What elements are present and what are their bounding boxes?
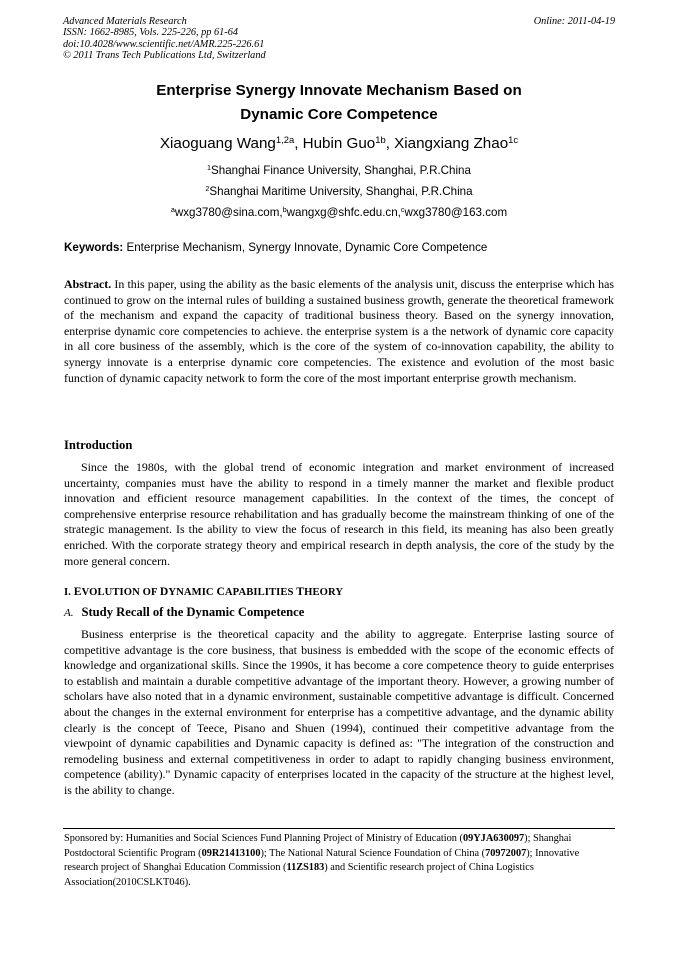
grant-number-1: 09YJA630097 bbox=[462, 833, 525, 844]
doi-line: doi:10.4028/www.scientific.net/AMR.225-226.61 bbox=[63, 38, 265, 50]
email-c-link[interactable]: wxg3780@163.com bbox=[404, 206, 508, 219]
keywords-text: Enterprise Mechanism, Synergy Innovate, Dynamic Core Competence bbox=[123, 241, 488, 254]
affiliation-1-marker: 1 bbox=[207, 163, 212, 173]
subsection-a-title: Study Recall of the Dynamic Competence bbox=[81, 605, 305, 619]
affiliation-2-text: Shanghai Maritime University, Shanghai, P.R.China bbox=[209, 185, 473, 198]
heading-word-4: HEORY bbox=[304, 587, 344, 598]
author-3: , Xiangxiang Zhao bbox=[385, 135, 509, 152]
grant-number-3: 70972007 bbox=[485, 847, 527, 859]
affiliation-2-marker: 2 bbox=[205, 184, 210, 194]
email-c-marker: c bbox=[400, 205, 405, 215]
title-line-1: Enterprise Synergy Innovate Mechanism Based on bbox=[156, 82, 522, 99]
section-1-heading bbox=[64, 585, 343, 598]
title-line-2: Dynamic Core Competence bbox=[240, 106, 438, 123]
abstract bbox=[64, 277, 614, 386]
abstract-text: In this paper, using the ability as the basic elements of the analysis unit, discuss the enterprise which has continued to grow on the internal rules of building a sustained business growth, generate the theoretical framework of the mechanism and expand the capacity of traditional business theory. Based on the synergy innovation, enterprise dynamic core competencies to achieve. the enterprise system is a the network of dynamic core capacity in all core business of the assembly, which is the core of the system of co-innovation capability, the ability to synergy innovate is a enterprise dynamic core competencies. The existence and evolution of the most basic function of dynamic capacity network to form the core of the most important enterprise growth mechanism. bbox=[64, 277, 614, 385]
footnote-part-3: Shanghai Postdoctoral Scientific Program ( bbox=[64, 833, 572, 859]
author-2: , Hubin Guo bbox=[294, 135, 376, 152]
copyright-line: © 2011 Trans Tech Publications Ltd, Switzerland bbox=[63, 49, 266, 61]
affiliation-2 bbox=[63, 185, 615, 198]
email-a-link[interactable]: wxg3780@sina.com, bbox=[174, 206, 283, 219]
subsection-a-heading bbox=[64, 605, 304, 620]
introduction-text: Since the 1980s, with the global trend of economic integration and market environment of increased uncertainty, companies must have the ability to respond in a timely manner the market and flexible product innovation and efficient resource management capabilities. In the context of the times, the concept of comprehensive enterprise resource rehabilitation and has gradually become the mainstream thinking of one of the strategic management. Is the ability to view the focus of research in this field, its meaning has also been greatly enriched. With the corporate strategy theory and empirical research in depth analysis, the core of the study by the more general concern. bbox=[64, 460, 614, 568]
author-1-affil: 1,2a bbox=[275, 133, 295, 145]
email-b-marker: b bbox=[282, 205, 287, 215]
journal-name: Advanced Materials Research bbox=[63, 16, 187, 27]
heading-cap-d: D bbox=[159, 585, 169, 598]
affiliation-1 bbox=[63, 164, 615, 177]
email-a-marker: a bbox=[170, 205, 175, 215]
keywords-label: Keywords: bbox=[64, 241, 124, 254]
footnote-part-4: ); The National Natural Science Foundation of China ( bbox=[260, 847, 486, 859]
heading-word-2: YNAMIC bbox=[168, 587, 217, 598]
footnote-part-2: ); bbox=[524, 833, 531, 844]
journal-header bbox=[63, 16, 266, 61]
affiliation-1-text: Shanghai Finance University, Shanghai, P.R.China bbox=[211, 164, 471, 177]
section-1-number: I. bbox=[64, 587, 74, 598]
subsection-a-label: A. bbox=[64, 607, 74, 619]
author-3-affil: 1c bbox=[508, 133, 519, 145]
online-date: Online: 2011-04-19 bbox=[533, 16, 615, 27]
heading-cap-t: T bbox=[296, 585, 305, 598]
author-2-affil: 1b bbox=[375, 133, 386, 145]
footnote-part-6: ) and Scientific research project of China Logistics Association(2010CSLKT046). bbox=[64, 862, 534, 888]
grant-number-2: 09R21413100 bbox=[201, 847, 261, 859]
heading-word-3: APABILITIES bbox=[224, 587, 297, 598]
footnote-part-1: Sponsored by: Humanities and Social Sciences Fund Planning Project of Ministry of Education ( bbox=[64, 833, 463, 844]
email-b-link[interactable]: wangxg@shfc.edu.cn, bbox=[286, 206, 401, 219]
author-emails bbox=[63, 206, 615, 219]
heading-word-1: VOLUTION OF bbox=[81, 587, 160, 598]
abstract-label: Abstract. bbox=[64, 277, 112, 291]
funding-footnote bbox=[64, 832, 610, 890]
heading-cap-c: C bbox=[216, 585, 225, 598]
footnote-part-5: ); Innovative research project of Shanghai Education Commission ( bbox=[64, 847, 580, 873]
introduction-heading: Introduction bbox=[64, 438, 133, 452]
grant-number-4: 11ZS183 bbox=[286, 862, 325, 873]
heading-cap-e: E bbox=[73, 585, 82, 598]
footnote-divider bbox=[63, 828, 615, 829]
author-1: Xiaoguang Wang bbox=[159, 135, 276, 152]
paper-title bbox=[63, 79, 615, 127]
author-list bbox=[63, 135, 615, 152]
keywords bbox=[64, 241, 487, 254]
subsection-a-text: Business enterprise is the theoretical capacity and the ability to aggregate. Enterprise lasting source of competitive advantage is the core business, that business is embedded with the scope of the economic effects of knowledge and organizational skills. Since the 1990s, it has become a core competence theory to guide enterprises to establish and maintain a durable competitive advantage of the important theory. However, a growing number of scholars have also noted that in a dynamic environment, sustainable competitive advantage is difficult. Concerned about the changes in the external environment for enterprise has a competitive advantage, and the dynamic ability clearly is the concept of Teece, Pisano and Shuen (1994), continued their competitive advantage from the viewpoint of dynamic capabilities and Dynamic capacity is defined as: "The integration of the construction and remodeling business and external competitiveness in order to adapt to rapidly changing business environment, competence (ability)." Dynamic capacity of enterprises located in the capacity of the structure at the highest level, is the ability to change. bbox=[64, 627, 614, 797]
issn-line: ISSN: 1662-8985, Vols. 225-226, pp 61-64 bbox=[63, 27, 239, 39]
